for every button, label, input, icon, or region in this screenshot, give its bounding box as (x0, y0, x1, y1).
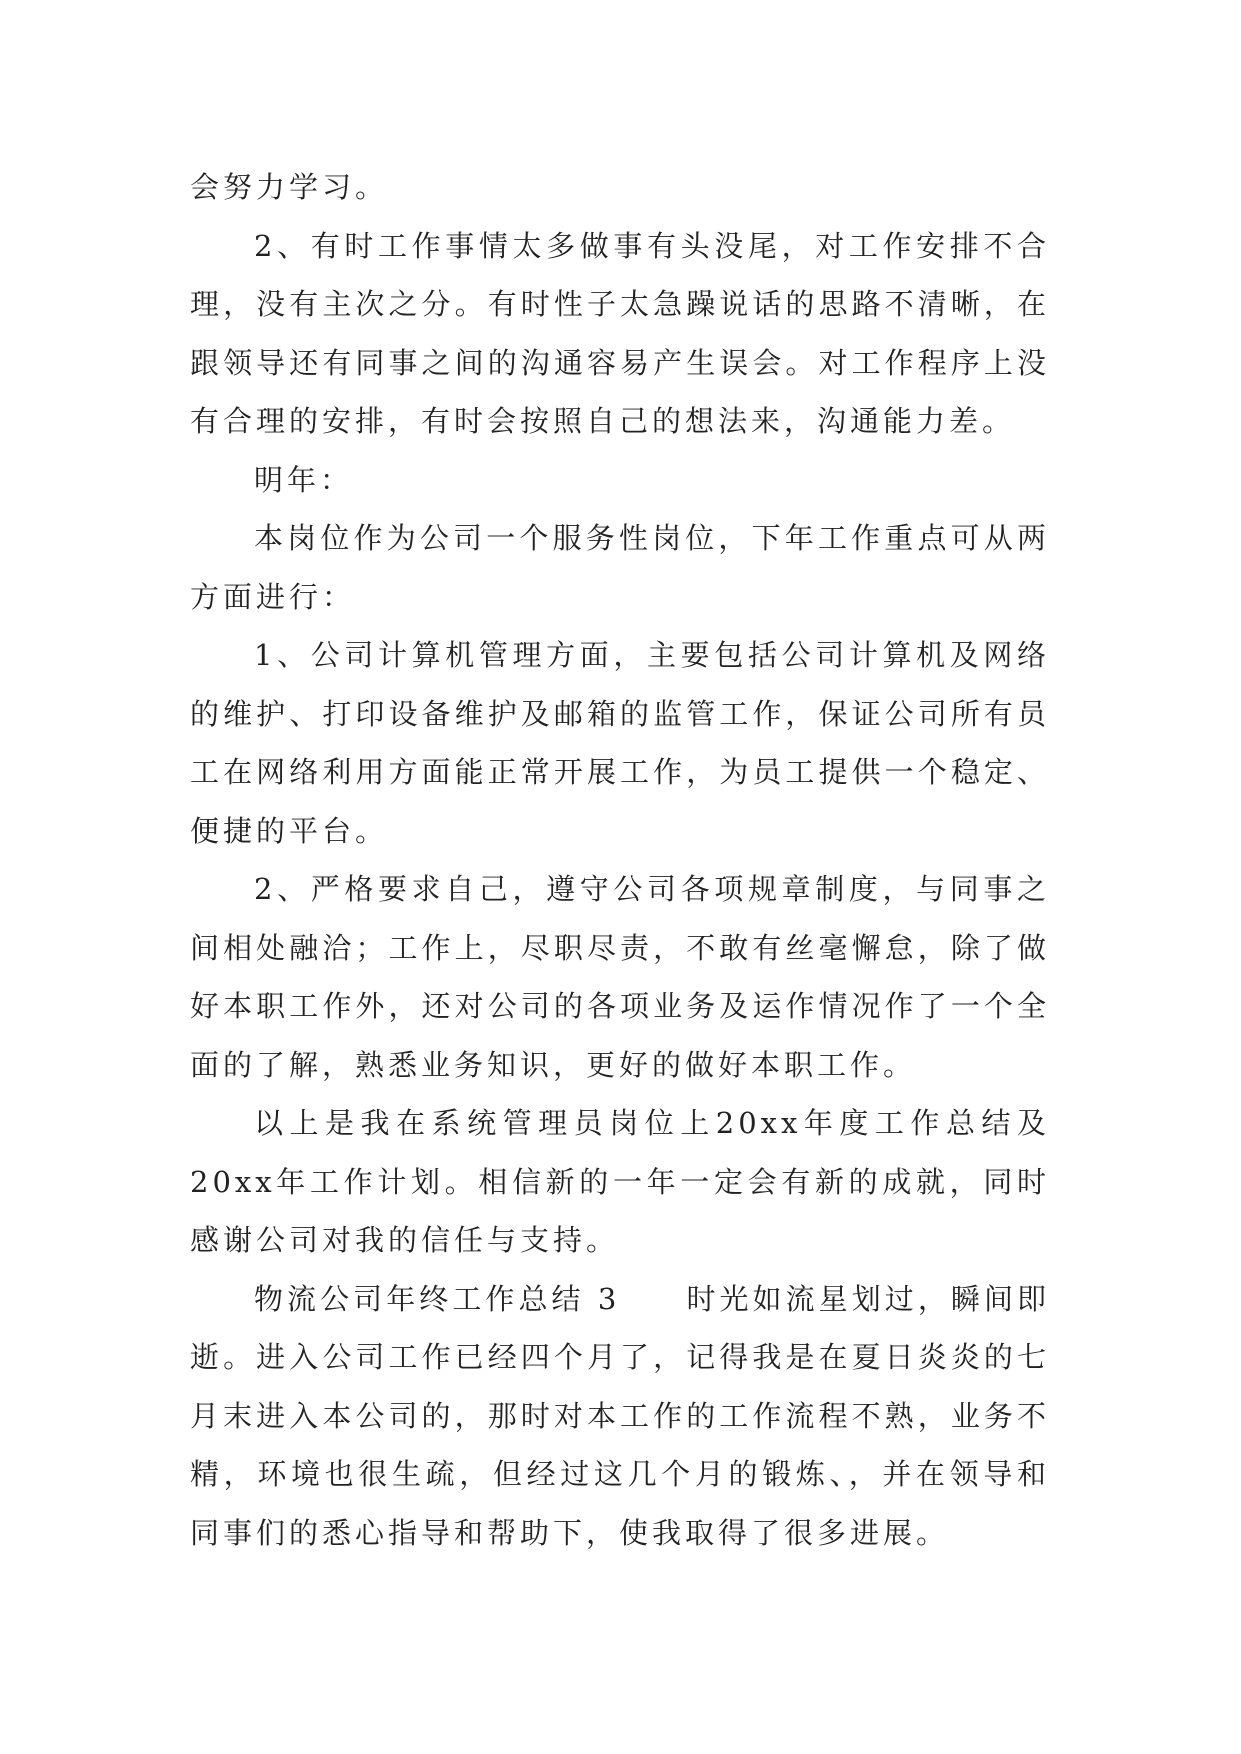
document-body (190, 158, 1050, 1562)
paragraph-2: 2、有时工作事情太多做事有头没尾，对工作安排不合理，没有主次之分。有时性子太急躁说话的思路不清晰，在跟领导还有同事之间的沟通容易产生误会。对工作程序上没有合理的安排，有时会按照自己的想法来，沟通能力差。 (190, 228, 1050, 438)
paragraph-1: 会努力学习。 (190, 170, 389, 204)
paragraph-6: 2、严格要求自己，遵守公司各项规章制度，与同事之间相处融洽；工作上，尽职尽责，不敢有丝毫懈怠，除了做好本职工作外，还对公司的各项业务及运作情况作了一个全面的了解，熟悉业务知识，更好的做好本职工作。 (190, 872, 1050, 1082)
paragraph-5: 1、公司计算机管理方面，主要包括公司计算机及网络的维护、打印设备维护及邮箱的监管工作，保证公司所有员工在网络利用方面能正常开展工作，为员工提供一个稳定、便捷的平台。 (190, 638, 1050, 848)
paragraph-3: 明年： (254, 462, 354, 497)
paragraph-7: 以上是我在系统管理员岗位上20xx年度工作总结及20xx年工作计划。相信新的一年一定会有新的成就，同时感谢公司对我的信任与支持。 (190, 1106, 1050, 1257)
paragraph-8: 物流公司年终工作总结 3 时光如流星划过，瞬间即逝。进入公司工作已经四个月了，记得我是在夏日炎炎的七月末进入本公司的，那时对本工作的工作流程不熟，业务不精，环境也很生疏，但经过这几个月的锻炼、，并在领导和同事们的悉心指导和帮助下，使我取得了很多进展。 (190, 1281, 1050, 1550)
paragraph-4: 本岗位作为公司一个服务性岗位，下年工作重点可从两方面进行： (190, 521, 1050, 614)
